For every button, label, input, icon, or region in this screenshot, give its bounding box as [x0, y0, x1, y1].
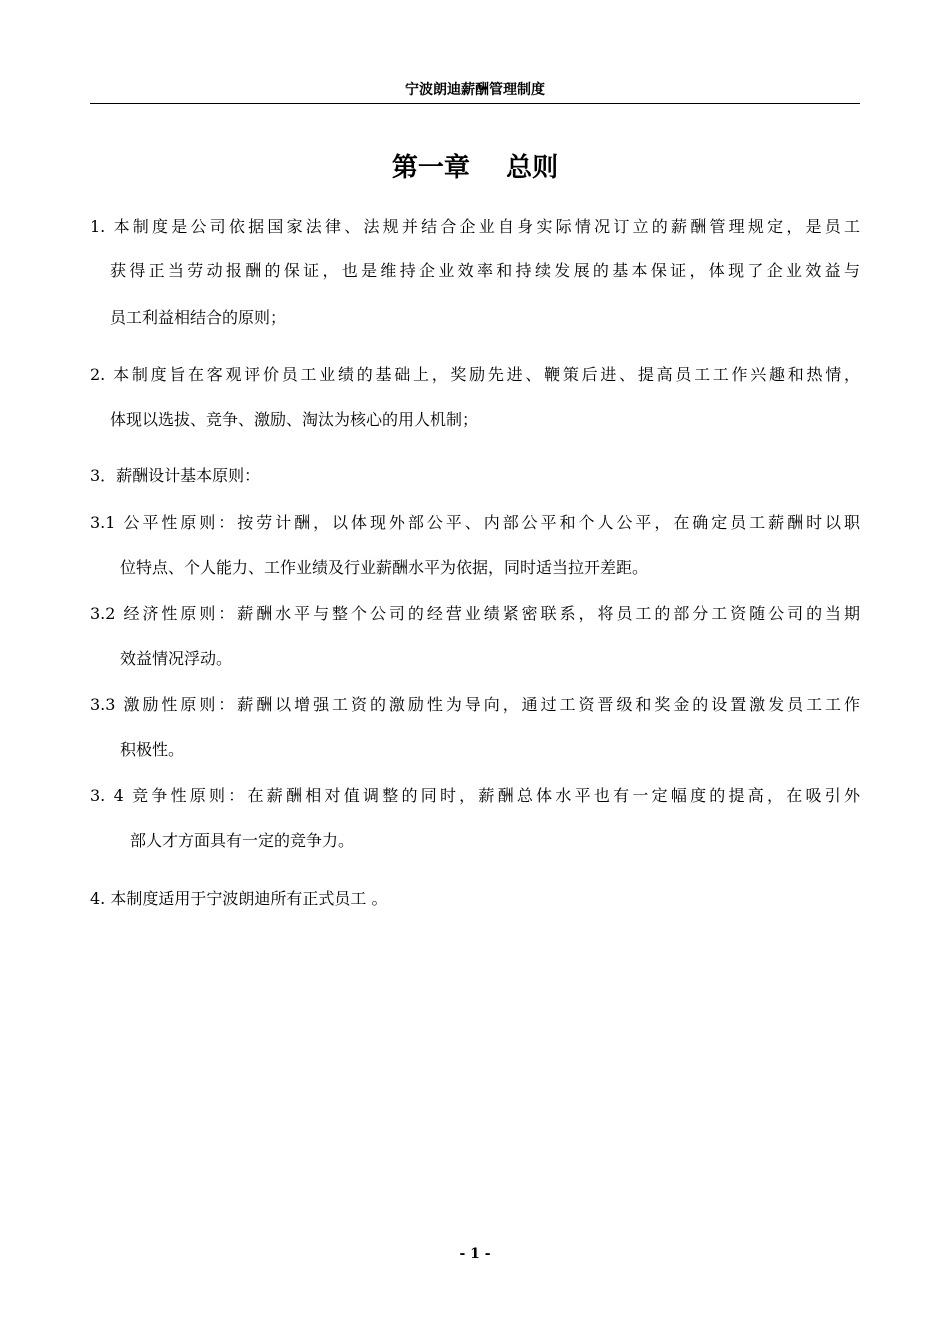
paragraph-line: 2. 本制度旨在客观评价员工业绩的基础上，奖励先进、鞭策后进、提高员工工作兴趣和热情， [90, 365, 860, 384]
paragraph-line: 3.3 激励性原则：薪酬以增强工资的激励性为导向，通过工资晋级和奖金的设置激发员工工作 [90, 695, 860, 714]
page-number: - 1 - [459, 1246, 491, 1262]
paragraph-line: 员工利益相结合的原则； [110, 308, 287, 327]
paragraph-line: 获得正当劳动报酬的保证，也是维持企业效率和持续发展的基本保证，体现了企业效益与 [110, 261, 860, 280]
paragraph-line: 体现以选拔、竞争、激励、淘汰为核心的用人机制； [110, 410, 479, 429]
paragraph-line: 积极性。 [120, 740, 185, 759]
header-divider [90, 103, 860, 104]
paragraph-line: 位特点、个人能力、工作业绩及行业薪酬水平为依据，同时适当拉开差距。 [120, 558, 649, 577]
paragraph-line: 4. 本制度适用于宁波朗迪所有正式员工 。 [90, 889, 388, 908]
paragraph-line: 3.2 经济性原则：薪酬水平与整个公司的经营业绩紧密联系，将员工的部分工资随公司的当期 [90, 604, 860, 623]
paragraph-line: 部人才方面具有一定的竞争力。 [130, 831, 355, 850]
paragraph-line: 效益情况浮动。 [120, 649, 233, 668]
paragraph-line: 3.1 公平性原则：按劳计酬，以体现外部公平、内部公平和个人公平，在确定员工薪酬时以职 [90, 513, 860, 532]
page-header-title: 宁波朗迪薪酬管理制度 [405, 82, 545, 98]
chapter-title: 第一章 总则 [391, 153, 559, 183]
paragraph-line: 3．薪酬设计基本原则： [90, 466, 261, 485]
paragraph-line: 1. 本制度是公司依据国家法律、法规并结合企业自身实际情况订立的薪酬管理规定，是员工 [90, 217, 860, 236]
paragraph-line: 3. 4 竞争性原则：在薪酬相对值调整的同时，薪酬总体水平也有一定幅度的提高，在吸引外 [90, 786, 860, 805]
